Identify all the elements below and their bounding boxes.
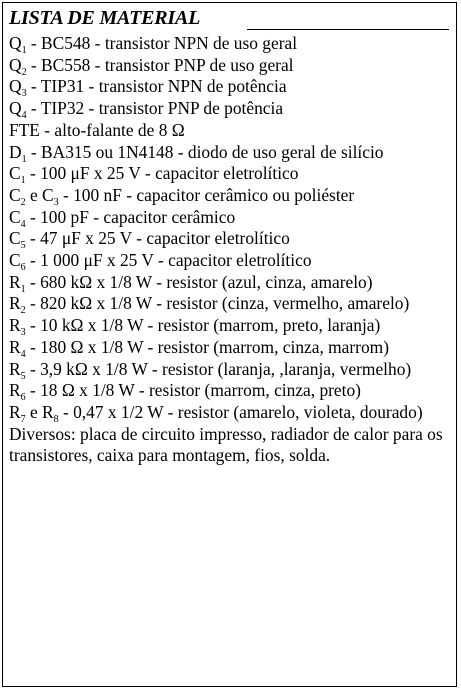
component-index: 4: [21, 110, 27, 122]
list-item: [9, 98, 455, 120]
component-description: - 18 Ω x 1/8 W - resistor (marrom, cinza, preto): [25, 380, 361, 401]
component-symbol: R: [9, 401, 21, 422]
component-description: Diversos: placa de circuito impresso, radiador de calor para os transistores, caixa para montagem, fios, solda.: [9, 423, 443, 466]
component-symbol: Q: [9, 76, 22, 97]
component-index: 1: [21, 153, 27, 165]
component-description: - alto-falante de 8 Ω: [39, 119, 185, 140]
component-symbol: R: [9, 336, 21, 357]
component-description: - 0,47 x 1/2 W - resistor (amarelo, violeta, dourado): [58, 401, 423, 422]
list-item: [9, 142, 455, 164]
component-description: - 100 pF - capacitor cerâmico: [25, 206, 236, 227]
component-index: 1: [21, 45, 27, 56]
component-symbol: FTE: [9, 119, 40, 140]
title-underline-rule: [247, 29, 449, 30]
list-item: [9, 359, 455, 381]
component-description: - 1 000 μF x 25 V - capacitor eletrolítico: [25, 250, 312, 271]
component-index: 6: [20, 392, 26, 404]
component-symbol: R: [9, 271, 21, 292]
component-symbol: Q: [9, 98, 22, 119]
component-symbol: R: [9, 293, 21, 314]
component-description: - 3,9 kΩ x 1/8 W - resistor (laranja, ,laranja, vermelho): [25, 358, 412, 379]
component-symbol: Q: [9, 33, 22, 53]
component-description: - 680 kΩ x 1/8 W - resistor (azul, cinza, amarelo): [25, 271, 373, 292]
list-item: [9, 402, 455, 424]
list-item: [9, 380, 455, 402]
list-item: [9, 424, 455, 467]
list-item: [9, 185, 455, 207]
component-description: - 820 kΩ x 1/8 W - resistor (cinza, vermelho, amarelo): [25, 293, 410, 314]
component-symbol: Q: [9, 54, 22, 75]
component-description: - BA315 ou 1N4148 - diodo de uso geral de silício: [26, 141, 384, 162]
component-description: - BC548 - transistor NPN de uso geral: [26, 33, 298, 53]
component-index: 1: [20, 175, 26, 187]
list-item: [9, 163, 455, 185]
component-index: 3: [21, 88, 27, 100]
list-item: [9, 207, 455, 229]
component-description: - 47 μF x 25 V - capacitor eletrolítico: [25, 228, 290, 249]
list-item: [9, 337, 455, 359]
component-symbol: R: [9, 380, 21, 401]
component-index: 4: [20, 348, 26, 360]
component-description: - TIP32 - transistor PNP de potência: [26, 98, 284, 119]
component-index: 8: [53, 413, 59, 425]
list-title: LISTA DE MATERIAL: [9, 7, 201, 29]
component-index: 7: [20, 413, 26, 425]
component-description: e C: [25, 184, 54, 205]
component-index: 6: [20, 262, 26, 274]
component-description: - 100 μF x 25 V - capacitor eletrolítico: [25, 163, 299, 184]
component-index: 3: [20, 327, 26, 339]
component-description: - 100 nF - capacitor cerâmico ou poliéster: [58, 184, 355, 205]
component-description: - 180 Ω x 1/8 W - resistor (marrom, cinza, marrom): [25, 336, 389, 357]
component-symbol: C: [9, 228, 21, 249]
list-item: [9, 120, 455, 142]
list-item: [9, 293, 455, 315]
material-list-box: [2, 2, 457, 687]
list-item: [9, 272, 455, 294]
component-index: 2: [20, 305, 26, 317]
component-symbol: R: [9, 358, 21, 379]
component-index: 5: [20, 370, 26, 382]
component-description: - 10 kΩ x 1/8 W - resistor (marrom, preto, laranja): [25, 315, 381, 336]
component-index: 5: [20, 240, 26, 252]
list-item: [9, 228, 455, 250]
component-symbol: C: [9, 206, 21, 227]
list-item: [9, 250, 455, 272]
component-description: e R: [25, 401, 54, 422]
material-items: [9, 33, 455, 467]
component-index: 3: [53, 196, 59, 208]
component-description: - BC558 - transistor PNP de uso geral: [26, 54, 294, 75]
component-symbol: D: [9, 141, 22, 162]
component-description: - TIP31 - transistor NPN de potência: [26, 76, 287, 97]
component-index: 1: [20, 283, 26, 295]
list-item: [9, 76, 455, 98]
list-item: [9, 55, 455, 77]
component-index: 2: [20, 196, 26, 208]
component-index: 4: [20, 218, 26, 230]
component-index: 2: [21, 66, 27, 78]
list-item: [9, 315, 455, 337]
component-symbol: C: [9, 163, 21, 184]
component-symbol: C: [9, 184, 21, 205]
list-item: [9, 33, 455, 55]
component-symbol: R: [9, 315, 21, 336]
title-row: [9, 7, 449, 33]
component-symbol: C: [9, 250, 21, 271]
